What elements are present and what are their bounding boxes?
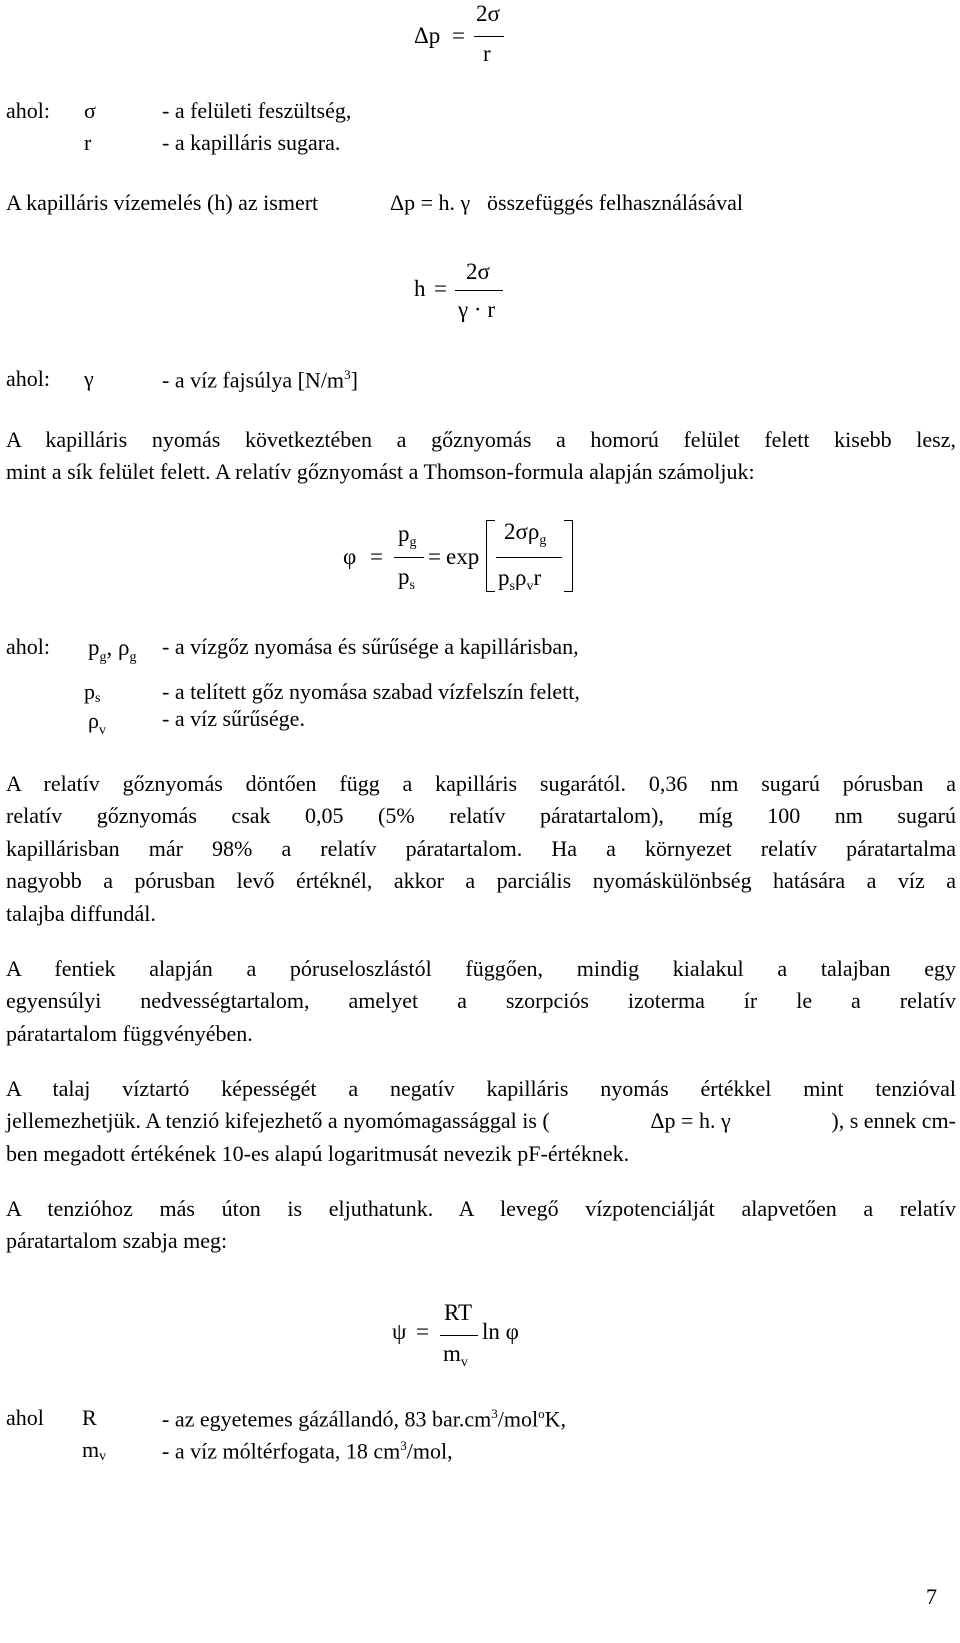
thomson-frac1-num: $p_g$ — [398, 521, 417, 550]
eq4-fraction-bar — [440, 1335, 478, 1336]
thomson-eq-1: = — [370, 544, 383, 569]
eq4-equals: = — [416, 1319, 429, 1344]
thomson-frac2-bar — [496, 557, 562, 558]
kapil-line-after: összefüggés felhasználásával — [487, 190, 743, 215]
paragraph-4-line-1: A talaj víztartó képességét a negatív kapilláris nyomás értékkel mint tenzióval — [6, 1076, 956, 1101]
paragraph-2-line-4: nagyobb a pórusban levő értéknél, akkor a parciális nyomáskülönbség hatására a víz a — [6, 868, 956, 894]
thomson-left-bracket — [486, 520, 495, 592]
paragraph-5-line-2: páratartalom szabja meg: — [6, 1228, 228, 1254]
def3-text-1: - a vízgőz nyomása és sűrűsége a kapillárisban, — [162, 634, 579, 659]
eq2-fraction-bar — [455, 290, 503, 291]
def3-text-3: - a víz sűrűsége. — [162, 706, 305, 731]
def2-sup: 3 — [344, 367, 351, 382]
paragraph-5-line-1: A tenzióhoz más úton is eljuthatunk. A levegő vízpotenciálját alapvetően a relatív — [6, 1196, 956, 1221]
paragraph-1 — [6, 424, 956, 489]
paragraph-4-line-2: jellemezhetjük. A tenzió kifejezhető a nyomómagassággal is ( Δp = h. γ ), s ennek cm- — [6, 1108, 956, 1134]
eq4-denominator: $m_v$ — [443, 1341, 468, 1370]
kapil-line-before: A kapilláris vízemelés (h) az ismert — [6, 190, 319, 215]
eq1-fraction-bar — [474, 36, 504, 37]
kapil-line-formula: Δp = h. γ — [390, 190, 471, 215]
paragraph-2-line-1: A relatív gőznyomás döntően függ a kapilláris sugarától. 0,36 nm sugarú pórusban a — [6, 771, 956, 796]
def4-sym-mv: $m_v$ — [82, 1437, 107, 1464]
eq1-denominator: r — [483, 41, 491, 66]
eq2-numerator: 2σ — [466, 259, 490, 284]
eq2-denominator: γ · r — [458, 297, 495, 322]
paragraph-1-line-2: mint a sík felület felett. A relatív gőznyomást a Thomson-formula alapján számoljuk: — [6, 459, 755, 485]
def3-text-2: - a telített gőz nyomása szabad vízfelszín felett, — [162, 679, 580, 704]
thomson-frac2-num: $2\sigma\rho_g$ — [504, 519, 547, 548]
eq4-numerator: RT — [444, 1300, 473, 1325]
def2-sym: γ — [84, 366, 94, 391]
paragraph-3-line-2: egyensúlyi nedvességtartalom, amelyet a szorpciós izoterma ír le a relatív — [6, 988, 956, 1014]
thomson-frac2-den: $p_s\rho_vr$ — [498, 565, 542, 594]
def4-text-R: - az egyetemes gázállandó, 83 $bar.cm^3/mol^oK$, — [162, 1406, 566, 1432]
def1-sym-sigma: σ — [84, 98, 96, 123]
thomson-exp: exp — [446, 544, 480, 569]
def1-text-r: - a kapilláris sugara. — [162, 130, 341, 155]
def2-text-end: ] — [350, 367, 358, 393]
def2-text — [162, 368, 358, 391]
paragraph-3-line-1: A fentiek alapján a póruseloszlástól függően, mindig kialakul a talajban egy — [6, 956, 956, 981]
paragraph-3-line-3: páratartalom függvényében. — [6, 1020, 253, 1046]
thomson-frac1-bar — [394, 557, 424, 558]
thomson-eq-2: = — [428, 544, 441, 569]
paragraph-1-line-1: A kapilláris nyomás következtében a gőznyomás a homorú felület felett kisebb lesz, — [6, 427, 956, 452]
def3-ahol: ahol: — [6, 634, 50, 659]
def2-text-main: - a víz fajsúlya [N/m — [162, 367, 345, 393]
eq4-lhs: ψ — [392, 1319, 407, 1344]
def1-ahol: ahol: — [6, 98, 50, 123]
paragraph-2-line-2: relatív gőznyomás csak 0,05 (5% relatív páratartalom), míg 100 nm sugarú — [6, 803, 956, 829]
def4-sym-R: R — [82, 1405, 97, 1430]
paragraph-4-line-3: ben megadott értékének 10-es alapú logaritmusát nevezik pF-értéknek. — [6, 1140, 630, 1166]
thomson-right-bracket — [564, 520, 573, 592]
paragraph-2-line-5: talajba diffundál. — [6, 900, 156, 926]
page-number: 7 — [926, 1584, 937, 1609]
eq2-equals: = — [434, 276, 447, 301]
paragraph-3 — [6, 953, 956, 1050]
eq1-lhs: Δp — [414, 23, 441, 48]
paragraph-5 — [6, 1193, 956, 1258]
def1-sym-r: r — [84, 130, 92, 155]
def3-sym-3: $\rho_v$ — [88, 708, 106, 738]
eq2-lhs: h — [414, 276, 426, 301]
thomson-frac1-den: $p_s$ — [398, 564, 415, 593]
eq4-rhs: ln φ — [482, 1319, 519, 1344]
def3-sym-1: $p_g$, $\rho_g$ — [88, 635, 137, 665]
eq1-numerator: 2σ — [476, 1, 500, 26]
paragraph-2-line-3: kapillárisban már 98% a relatív páratartalom. Ha a környezet relatív páratartalma — [6, 835, 956, 861]
def1-text-sigma: - a felületi feszültség, — [162, 98, 352, 123]
eq1-equals: = — [452, 23, 465, 48]
paragraph-4 — [6, 1073, 956, 1170]
def4-ahol: ahol — [6, 1405, 44, 1430]
def3-sym-2: $p_s$ — [84, 679, 101, 706]
paragraph-2 — [6, 768, 956, 930]
def4-text-mv: - a víz móltérfogata, 18 $cm^3$/mol, — [162, 1438, 453, 1464]
def2-ahol: ahol: — [6, 366, 50, 391]
thomson-lhs: φ — [343, 544, 357, 569]
